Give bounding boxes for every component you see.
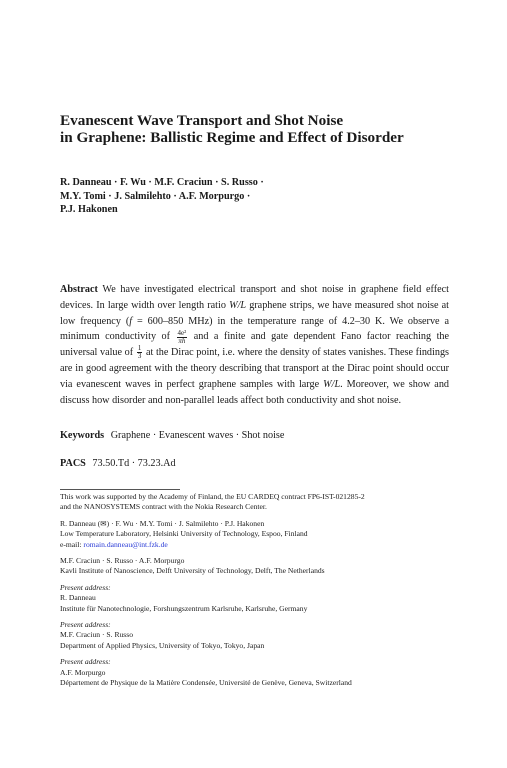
keywords-text: Graphene · Evanescent waves · Shot noise xyxy=(110,430,285,441)
keywords-line xyxy=(60,430,284,441)
support-note-line-1: This work was supported by the Academy of Finland, the EU CARDEQ contract FP6-IST-021285-2 xyxy=(60,492,365,501)
affiliation-1-names: R. Danneau (✉) · F. Wu · M.Y. Tomi · J. Salmilehto · P.J. Hakonen xyxy=(60,518,265,528)
pacs-text: 73.50.Td · 73.23.Ad xyxy=(92,458,176,469)
abstract xyxy=(60,282,449,408)
email-link[interactable]: romain.danneau@int.fzk.de xyxy=(83,539,168,549)
present-address-1-institute: Institute für Nanotechnologie, Forshungszentrum Karlsruhe, Karlsruhe, Germany xyxy=(60,603,308,613)
pacs-line xyxy=(60,458,176,469)
abstract-text-2: graphene strips, we have measured shot noise at low frequency ( xyxy=(60,299,449,327)
author-list xyxy=(60,176,360,217)
present-address-3-name: A.F. Morpurgo xyxy=(60,667,106,677)
affiliation-2-institute: Kavli Institute of Nanoscience, Delft University of Technology, Delft, The Netherlands xyxy=(60,566,325,576)
present-address-label-1: Present address: xyxy=(60,582,111,592)
abstract-label: Abstract xyxy=(60,284,98,295)
support-note-line-2: and the NANOSYSTEMS contract with the Nokia Research Center. xyxy=(60,502,267,512)
fano-fraction xyxy=(137,345,143,360)
email-label: e-mail: xyxy=(60,539,82,549)
footnotes xyxy=(60,492,450,689)
wl-symbol-2: W/L xyxy=(323,378,341,390)
conductivity-numerator: 4e² xyxy=(177,328,187,337)
authors-line-2: M.Y. Tomi · J. Salmilehto · A.F. Morpurgo · xyxy=(60,190,251,202)
abstract-text-6: . Moreover, we show and discuss how disorder and non-parallel leads affect both conductivity and shot noise. xyxy=(60,378,450,406)
present-address-1-name: R. Danneau xyxy=(60,593,96,603)
present-address-2-institute: Department of Applied Physics, University of Tokyo, Tokyo, Japan xyxy=(60,640,265,650)
authors-line-3: P.J. Hakonen xyxy=(60,204,118,216)
title-line-2: in Graphene: Ballistic Regime and Effect of Disorder xyxy=(60,129,404,146)
present-address-danneau xyxy=(60,583,450,614)
affiliation-delft xyxy=(60,556,450,577)
abstract-text-5: at the Dirac point, i.e. where the density of states vanishes. These findings are in good agreement with the theory describing that transport at the Dirac point should occur via evanescent waves in perfect graphene samples with large xyxy=(60,347,450,390)
present-address-label-3: Present address: xyxy=(60,657,111,667)
present-address-2-name: M.F. Craciun · S. Russo xyxy=(60,630,134,640)
authors-line-1: R. Danneau · F. Wu · M.F. Craciun · S. Russo · xyxy=(60,177,264,188)
wl-symbol: W/L xyxy=(229,299,247,311)
present-address-label-2: Present address: xyxy=(60,620,111,630)
present-address-3-institute: Département de Physique de la Matière Condensée, Université de Genève, Geneva, Switzerland xyxy=(60,678,352,688)
abstract-text-4: and a finite and gate dependent Fano factor reaching the universal value of xyxy=(60,331,450,359)
present-address-craciun-russo xyxy=(60,620,450,651)
fano-denominator: 3 xyxy=(137,352,142,361)
present-address-morpurgo xyxy=(60,657,450,688)
frequency-symbol: f xyxy=(129,315,133,327)
keywords-label: Keywords xyxy=(60,430,105,441)
abstract-text-1: We have investigated electrical transport and shot noise in graphene field effect devices. In large width over length ratio xyxy=(60,284,449,311)
affiliation-2-names: M.F. Craciun · S. Russo · A.F. Morpurgo xyxy=(60,556,185,566)
affiliation-1-institute: Low Temperature Laboratory, Helsinki University of Technology, Espoo, Finland xyxy=(60,529,308,539)
conductivity-denominator: πh xyxy=(178,336,186,345)
title-line-1: Evanescent Wave Transport and Shot Noise xyxy=(60,112,344,129)
conductivity-fraction xyxy=(177,330,188,345)
abstract-text-3: = 600–850 MHz) in the temperature range of 4.2–30 K. We observe a minimum conductivity of xyxy=(60,315,449,343)
affiliation-helsinki xyxy=(60,519,450,550)
fano-numerator: 1 xyxy=(137,344,142,353)
paper-title xyxy=(60,112,460,146)
email-line xyxy=(60,540,450,550)
footnote-divider xyxy=(60,489,180,490)
pacs-label: PACS xyxy=(60,458,86,469)
